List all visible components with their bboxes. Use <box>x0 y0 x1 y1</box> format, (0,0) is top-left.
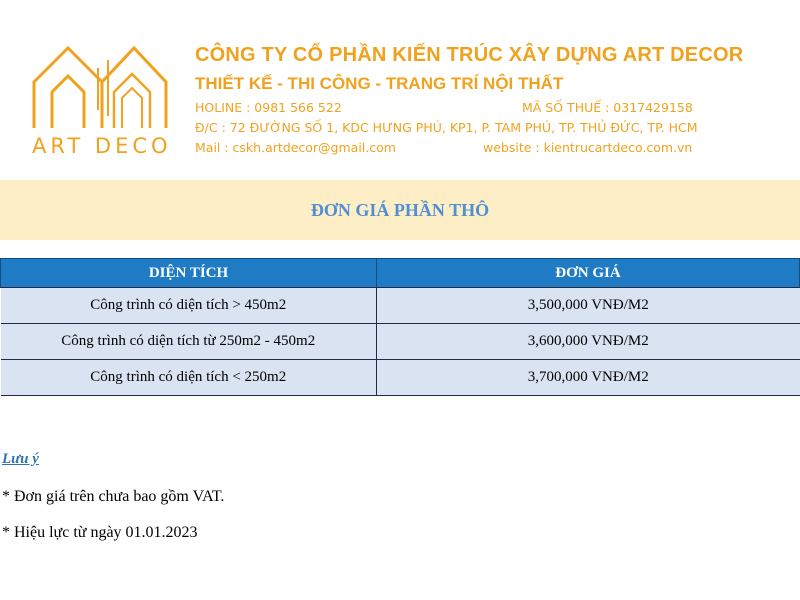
notes-heading: Lưu ý <box>2 451 39 467</box>
cell-area: Công trình có diện tích > 450m2 <box>1 288 377 324</box>
company-slogan: THIẾT KẾ - THI CÔNG - TRANG TRÍ NỘI THẤT <box>195 74 564 93</box>
company-name: CÔNG TY CỔ PHẦN KIẾN TRÚC XÂY DỰNG ART DECOR <box>195 44 744 66</box>
email-link[interactable]: Mail : cskh.artdecor@gmail.com <box>195 140 396 155</box>
hotline-text: HOLINE : 0981 566 522 <box>195 100 342 115</box>
page-title: ĐƠN GIÁ PHẦN THÔ <box>310 199 490 220</box>
cell-price: 3,500,000 VNĐ/M2 <box>377 288 800 324</box>
note-effective-date: * Hiệu lực từ ngày 01.01.2023 <box>2 524 198 541</box>
company-logo <box>28 40 183 162</box>
price-table <box>0 258 800 396</box>
logo-wordmark: ART DECO <box>32 134 172 158</box>
table-row <box>1 360 800 396</box>
table-row <box>1 288 800 324</box>
website-link[interactable]: website : kientrucartdeco.com.vn <box>483 140 693 155</box>
address-text: Đ/C : 72 ĐƯỜNG SỐ 1, KDC HƯNG PHÚ, KP1, P. TAM PHÚ, TP. THỦ ĐỨC, TP. HCM <box>195 120 698 135</box>
table-row <box>1 324 800 360</box>
title-band <box>0 180 800 240</box>
table-header-row <box>1 259 800 288</box>
header-area: DIỆN TÍCH <box>1 259 377 288</box>
house-logo-icon <box>28 40 183 162</box>
note-vat: * Đơn giá trên chưa bao gồm VAT. <box>2 488 225 505</box>
cell-area: Công trình có diện tích từ 250m2 - 450m2 <box>1 324 377 360</box>
cell-area: Công trình có diện tích < 250m2 <box>1 360 377 396</box>
cell-price: 3,600,000 VNĐ/M2 <box>377 324 800 360</box>
header-price: ĐƠN GIÁ <box>377 259 800 288</box>
tax-code-text: MÃ SỐ THUẾ : 0317429158 <box>522 100 693 115</box>
cell-price: 3,700,000 VNĐ/M2 <box>377 360 800 396</box>
